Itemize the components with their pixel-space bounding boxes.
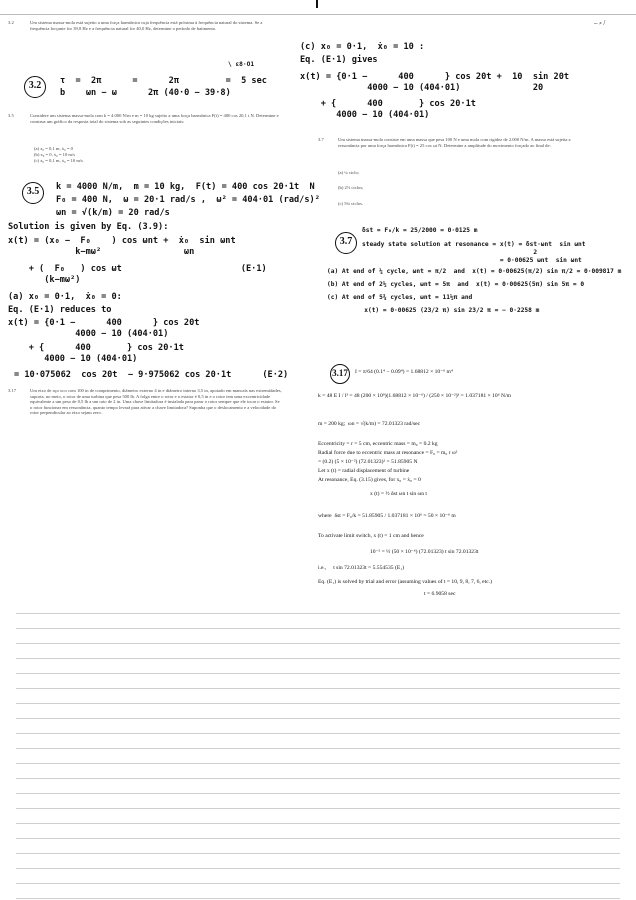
p317-line-12: i.e., t sin 72.01323t = 5.554535 (E₁) [318,565,405,571]
p317-line-11: 10⁻² = ½ (50 × 10⁻⁶) (72.01323) t sin 72.01323t [370,549,479,555]
p37-line-2: 2 [362,249,538,256]
ruled-line [16,628,620,629]
ruled-line [16,718,620,719]
corner-mark: – ⸗ / [594,19,606,27]
problem-3-7-statement: Um sistema massa-mola consiste em uma massa que pesa 100 N e uma mola com rigidez de 2.000 N/m. A massa está sujeita a ressonância por uma força harmônica F(t) = 25 cos ωt N. Determine a amplitude do movimento forçado ao final de: [338,137,571,148]
p35-line-10: x(t) = {0·1 − 400 } cos 20t [8,318,200,328]
ruled-line [16,838,620,839]
p37-line-0: δst = F₀/k = 25/2000 = 0·0125 m [362,227,478,234]
p37-line-3: = 0·00625 ωnt sin ωnt [362,257,582,264]
ruled-line [16,688,620,689]
ruled-line [16,748,620,749]
problem-3-5-cond-c: (c) x₀ = 0,1 m, ẋ₀ = 10 m/s [34,158,83,163]
problem-3-2-statement: Um sistema massa-mola está sujeito a uma força harmônica cuja frequência está próxima à frequência natural do sistema. Se a frequência forçante for 39,8 Hz e a frequência natural for 40,0 Hz, determine o período de batimento. [30,20,263,31]
problem-3-5-number: 3.5 [8,113,14,118]
p35-line-8: (a) x₀ = 0·1, ẋ₀ = 0: [8,292,122,302]
p35-line-7: (k−mω²) [8,275,81,285]
p35-line-12: + { 400 } cos 20·1t [8,343,184,353]
p37-line-7: x(t) = 0·00625 (23/2 π) sin 23/2 π = − 0·2258 m [327,307,540,314]
ruled-line [16,703,620,704]
p317-line-4: Radial force due to eccentric mass at resonance = F₀ = m₀ r ω² [318,450,458,456]
p317-line-1: k = 48 E I / l³ = 48 (200 × 10⁹)(1.68812 × 10⁻⁶) / (250 × 10⁻²)³ = 1.037181 × 10⁶ N/m [318,393,511,399]
ruled-line [16,778,620,779]
ruled-line [16,808,620,809]
p35c-line-4: + { 400 } cos 20·1t [300,99,476,109]
p35c-line-3: 4000 − 10 (404·01) 20 [300,83,544,93]
problem-3-7-cond-a: (a) ¼ ciclo; [338,170,360,175]
p35-line-6: + ( F₀ ) cos ωt (E·1) [8,264,267,274]
p35c-line-1: Eq. (E·1) gives [300,55,378,65]
p35c-line-2: x(t) = {0·1 − 400 } cos 20t + 10 sin 20t [300,72,570,82]
p317-line-0: I = π/64 (0.1⁴ − 0.09⁴) = 1.68812 × 10⁻⁶ m⁴ [355,369,453,375]
ruled-line [16,613,620,614]
problem-3-7-cond-c: (c) 5¾ ciclos. [338,201,364,206]
p35-line-13: 4000 − 10 (404·01) [8,354,138,364]
p317-line-14: t = 6.9058 sec [424,591,456,597]
p37-line-1: steady state solution at resonance = x(t) = δst·ωnt sin ωnt [362,241,586,248]
ruled-line [16,898,620,899]
p35-line-3: Solution is given by Eq. (3.9): [8,222,169,232]
p35-line-5: k−mω² ωn [8,247,195,257]
ruled-line [16,763,620,764]
problem-3-2-solution-sub: b ωn − ω 2π (40·0 − 39·8) [60,88,231,98]
p317-line-9: where δst = F₀/k = 51.85905 / 1.037181 × 10⁶ = 50 × 10⁻⁶ m [318,513,456,519]
p35c-line-0: (c) x₀ = 0·1, ẋ₀ = 10 : [300,42,425,52]
ruled-line [16,658,620,659]
ruled-line [16,673,620,674]
ruled-line [16,823,620,824]
problem-3-7-cond-b: (b) 2½ ciclos; [338,185,364,190]
p317-line-6: Let x (t) = radial displacement of turbine [318,468,410,474]
p35-line-4: x(t) = (x₀ − F₀ ) cos ωnt + ẋ₀ sin ωnt [8,236,236,246]
problem-3-7-circle: 3.7 [335,232,357,254]
ruled-line [16,733,620,734]
p317-line-2: m = 200 kg; ωn = √(k/m) = 72.01323 rad/sec [318,421,421,427]
problem-3-17-number: 3.17 [8,388,17,393]
ruled-line [16,883,620,884]
ruled-line [16,853,620,854]
problem-3-2-number: 3.2 [8,20,14,25]
p35-line-14: = 10·075062 cos 20t − 9·975062 cos 20·1t (E·2) [14,370,289,380]
p37-line-4: (a) At end of ¼ cycle, ωnt = π/2 and x(t) = 0·00625(π/2) sin π/2 = 0·009817 m [327,268,622,275]
p35-line-2: ωn = √(k/m) = 20 rad/s [56,208,170,218]
problem-3-17-statement: Um eixo de aço oco com 100 in de comprimento, diâmetro externo 4 in e diâmetro interno 3,5 in, apoiado em mancais nas extremidades, suporta, no meio, o rotor de uma turbina que pesa 500 lb. A folga entre o rotor e o estator é 0,5 in e o rotor tem uma excentricidade equivalente a um peso de 0,5 lb a um raio de 2 in. Uma chave limitadora é instalada para parar o rotor sempre que ele tocar o estator. Se o rotor funcionar em ressonância, quanto tempo levará para ativar a chave limitadora? Suponha que o deslocamento e a velocidade do rotor perpendicular ao eixo sejam zero. [30,388,282,416]
p317-line-10: To activate limit switch, x (t) = 1 cm and hence [318,533,424,539]
p35-line-9: Eq. (E·1) reduces to [8,305,112,315]
problem-3-5-statement: Considere um sistema massa-mola com k = 4.000 N/m e m = 10 kg sujeito a uma força harmônica F(t) = 400 cos 20,1 t N. Determine e construa um gráfico da resposta total do sistema sob as seguintes condições iniciais: [30,113,279,124]
p317-line-8: x (t) = ½ δst ωn t sin ωn t [370,491,427,497]
top-rule [0,14,636,15]
problem-3-5-cond-a: (a) x₀ = 0,1 m, ẋ₀ = 0 [34,146,73,151]
ruled-line [16,868,620,869]
p35-line-0: k = 4000 N/m, m = 10 kg, F(t) = 400 cos 20·1t N [56,182,315,192]
problem-3-17-circle: 3.17 [330,364,350,384]
p35c-line-5: 4000 − 10 (404·01) [300,110,430,120]
ruled-line [16,643,620,644]
problem-3-2-note: \ ε8·O1 [228,61,255,68]
problem-3-5-cond-b: (b) x₀ = 0, ẋ₀ = 10 m/s [34,152,76,157]
problem-3-7-number: 3.7 [318,137,324,142]
p317-line-5: = (0.2) (5 × 10⁻²) (72.01323)² = 51.85905 N [318,459,418,465]
problem-3-2-solution-line: τ = 2π = 2π = 5 sec [60,76,267,86]
problem-3-2-circle: 3.2 [24,76,46,98]
p317-line-7: At resonance, Eq. (3.15) gives, for x₀ = ẋ₀ = 0 [318,477,421,483]
problem-3-5-circle: 3.5 [22,182,44,204]
p317-line-13: Eq. (E₁) is solved by trial and error (assuming values of t = 10, 9, 8, 7, 6, etc.) [318,579,492,585]
p317-line-3: Eccentricity = r = 5 cm, eccentric mass = m₀ = 0.2 kg [318,441,438,447]
p37-line-5: (b) At end of 2½ cycles, ωnt = 5π and x(t) = 0·00625(5π) sin 5π = 0 [327,281,585,288]
p37-line-6: (c) At end of 5¾ cycles, ωnt = 11½π and [327,294,473,301]
top-tick [316,0,318,8]
p35-line-1: F₀ = 400 N, ω = 20·1 rad/s , ω² = 404·01 (rad/s)² [56,195,320,205]
ruled-line [16,793,620,794]
p35-line-11: 4000 − 10 (404·01) [8,329,169,339]
